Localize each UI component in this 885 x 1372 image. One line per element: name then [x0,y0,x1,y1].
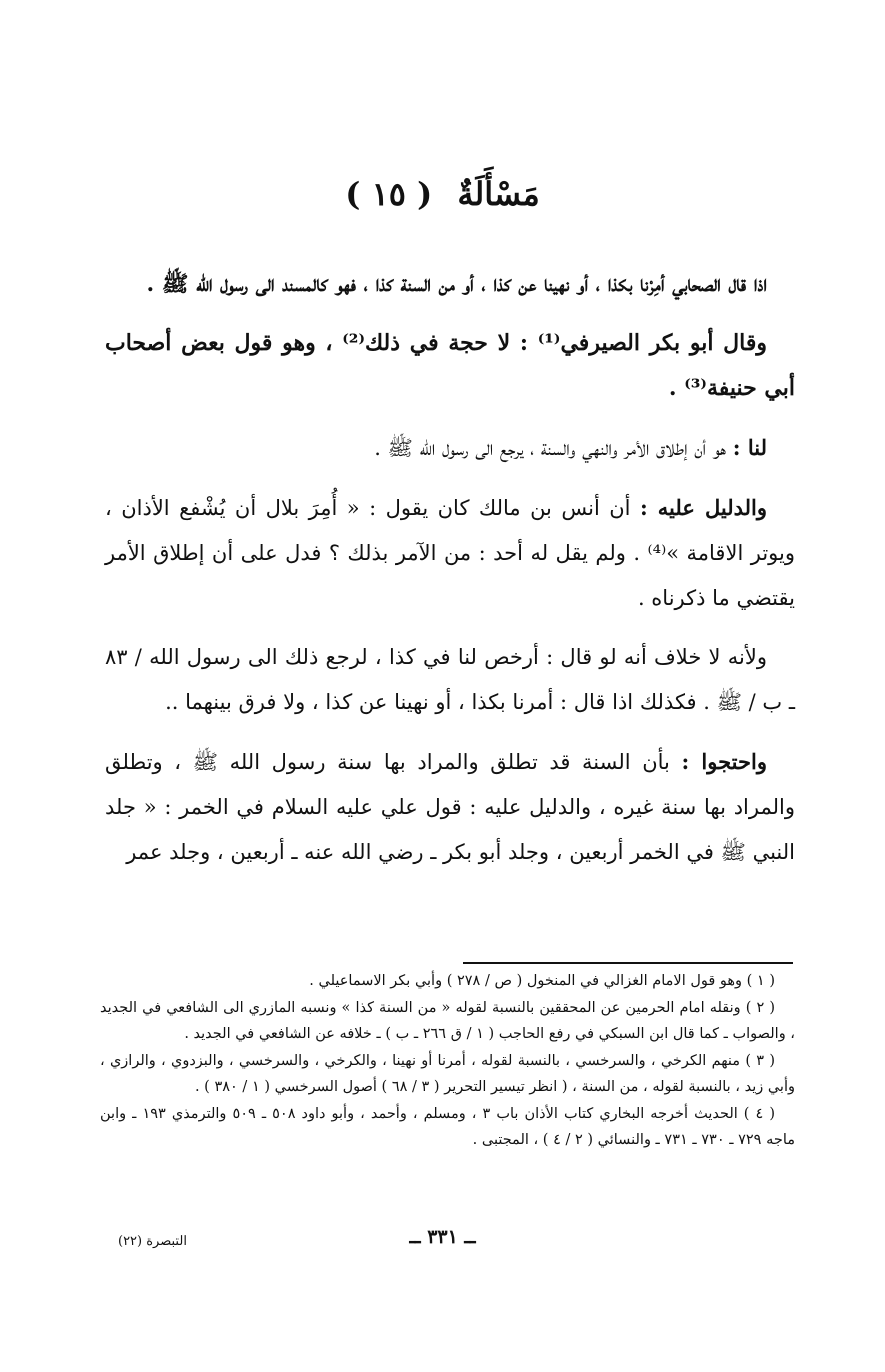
paragraph [105,262,795,307]
footnote: ( ١ ) وهو قول الامام الغزالي في المنخول ( ص / ٢٧٨ ) وأبي بكر الاسماعيلي . [309,973,775,989]
paragraph [105,635,795,725]
paragraph-keyword: لنا : [732,435,767,460]
paragraph-text: ولأنه لا خلاف أنه لو قال : أرخص لنا في كذا ، لرجع ذلك الى رسول الله / ٨٣ ـ ب / ﷺ . فكذلك اذا قال : أمرنا بكذا ، أو نهينا عن كذا ، ولا فرق بينهما .. [105,645,795,714]
paragraph [105,485,795,621]
paragraph-keyword: والدليل عليه : [639,495,767,520]
paragraph [105,321,795,411]
paragraph-text: وقال أبو بكر الصيرفي⁽¹⁾ : لا حجة في ذلك⁽²⁾ ، وهو قول بعض أصحاب أبي حنيفة⁽³⁾ . [105,330,795,401]
main-text [105,262,795,889]
issue-number: ( ١٥ ) [345,175,433,213]
paragraph-text: أن أنس بن مالك كان يقول : « أُمِرَ بلال أن يُشْفع الأذان ، ويوتر الاقامة »⁽⁴⁾ . ولم يقل له أحد : من الآمر بذلك ؟ فدل على أن إطلاق الأمر يقتضي ما ذكرناه . [105,496,795,610]
paragraph [105,425,795,471]
paragraph-keyword: واحتجوا : [681,749,767,774]
paragraph [105,739,795,875]
footnote-divider [463,962,793,964]
paragraph-text: هو أن إطلاق الأمر والنهي والسنة ، يرجع الى رسول الله ﷺ . [374,436,727,460]
footnotes [100,968,795,1154]
issue-heading [0,168,885,220]
paragraph-text: بأن السنة قد تطلق والمراد بها سنة رسول الله ﷺ ، وتطلق والمراد بها سنة غيره ، والدليل عليه : قول علي عليه السلام في الخمر : « جلد النبي ﷺ في الخمر أربعين ، وجلد أبو بكر ـ رضي الله عنه ـ أربعين ، وجلد عمر [105,750,795,864]
footnote: ( ٤ ) الحديث أخرجه البخاري كتاب الأذان باب ٣ ، ومسلم ، وأحمد ، وأبو داود ٥٠٨ ـ ٥٠٩ والترمذي ١٩٣ ـ وابن ماجه ٧٢٩ ـ ٧٣٠ ـ ٧٣١ ـ والنسائي ( ٢ / ٤ ) ، المجتبى . [100,1105,795,1148]
page-number: ــ ٣٣١ ــ [409,1226,476,1248]
footnote: ( ٣ ) منهم الكرخي ، والسرخسي ، بالنسبة لقوله ، أمرنا أو نهينا ، والكرخي ، والسرخسي ، والبزدوي ، والرازي ، وأبي زيد ، بالنسبة لقوله ، من السنة ، ( انظر تيسير التحرير ( ٣ / ٦٨ ) أصول السرخسي ( ١ / ٣٨٠ ) . [100,1052,795,1095]
signature-mark: التبصرة (٢٢) [118,1234,187,1249]
paragraph-text: اذا قال الصحابي أمِرْنا بكذا ، أو نهينا عن كذا ، أو من السنة كذا ، فهو كالمسند الى رسول الله ﷺ . [146,271,767,297]
issue-word: مَسْأَلَةٌ [457,175,540,213]
footnote: ( ٢ ) ونقله امام الحرمين عن المحققين بالنسبة لقوله « من السنة كذا » ونسبه المازري الى الشافعي في الجديد ، والصواب ـ كما قال ابن السبكي في رفع الحاجب ( ١ / ق ٢٦٦ ـ ب ) ـ خلافه عن الشافعي في الجديد . [100,999,795,1042]
